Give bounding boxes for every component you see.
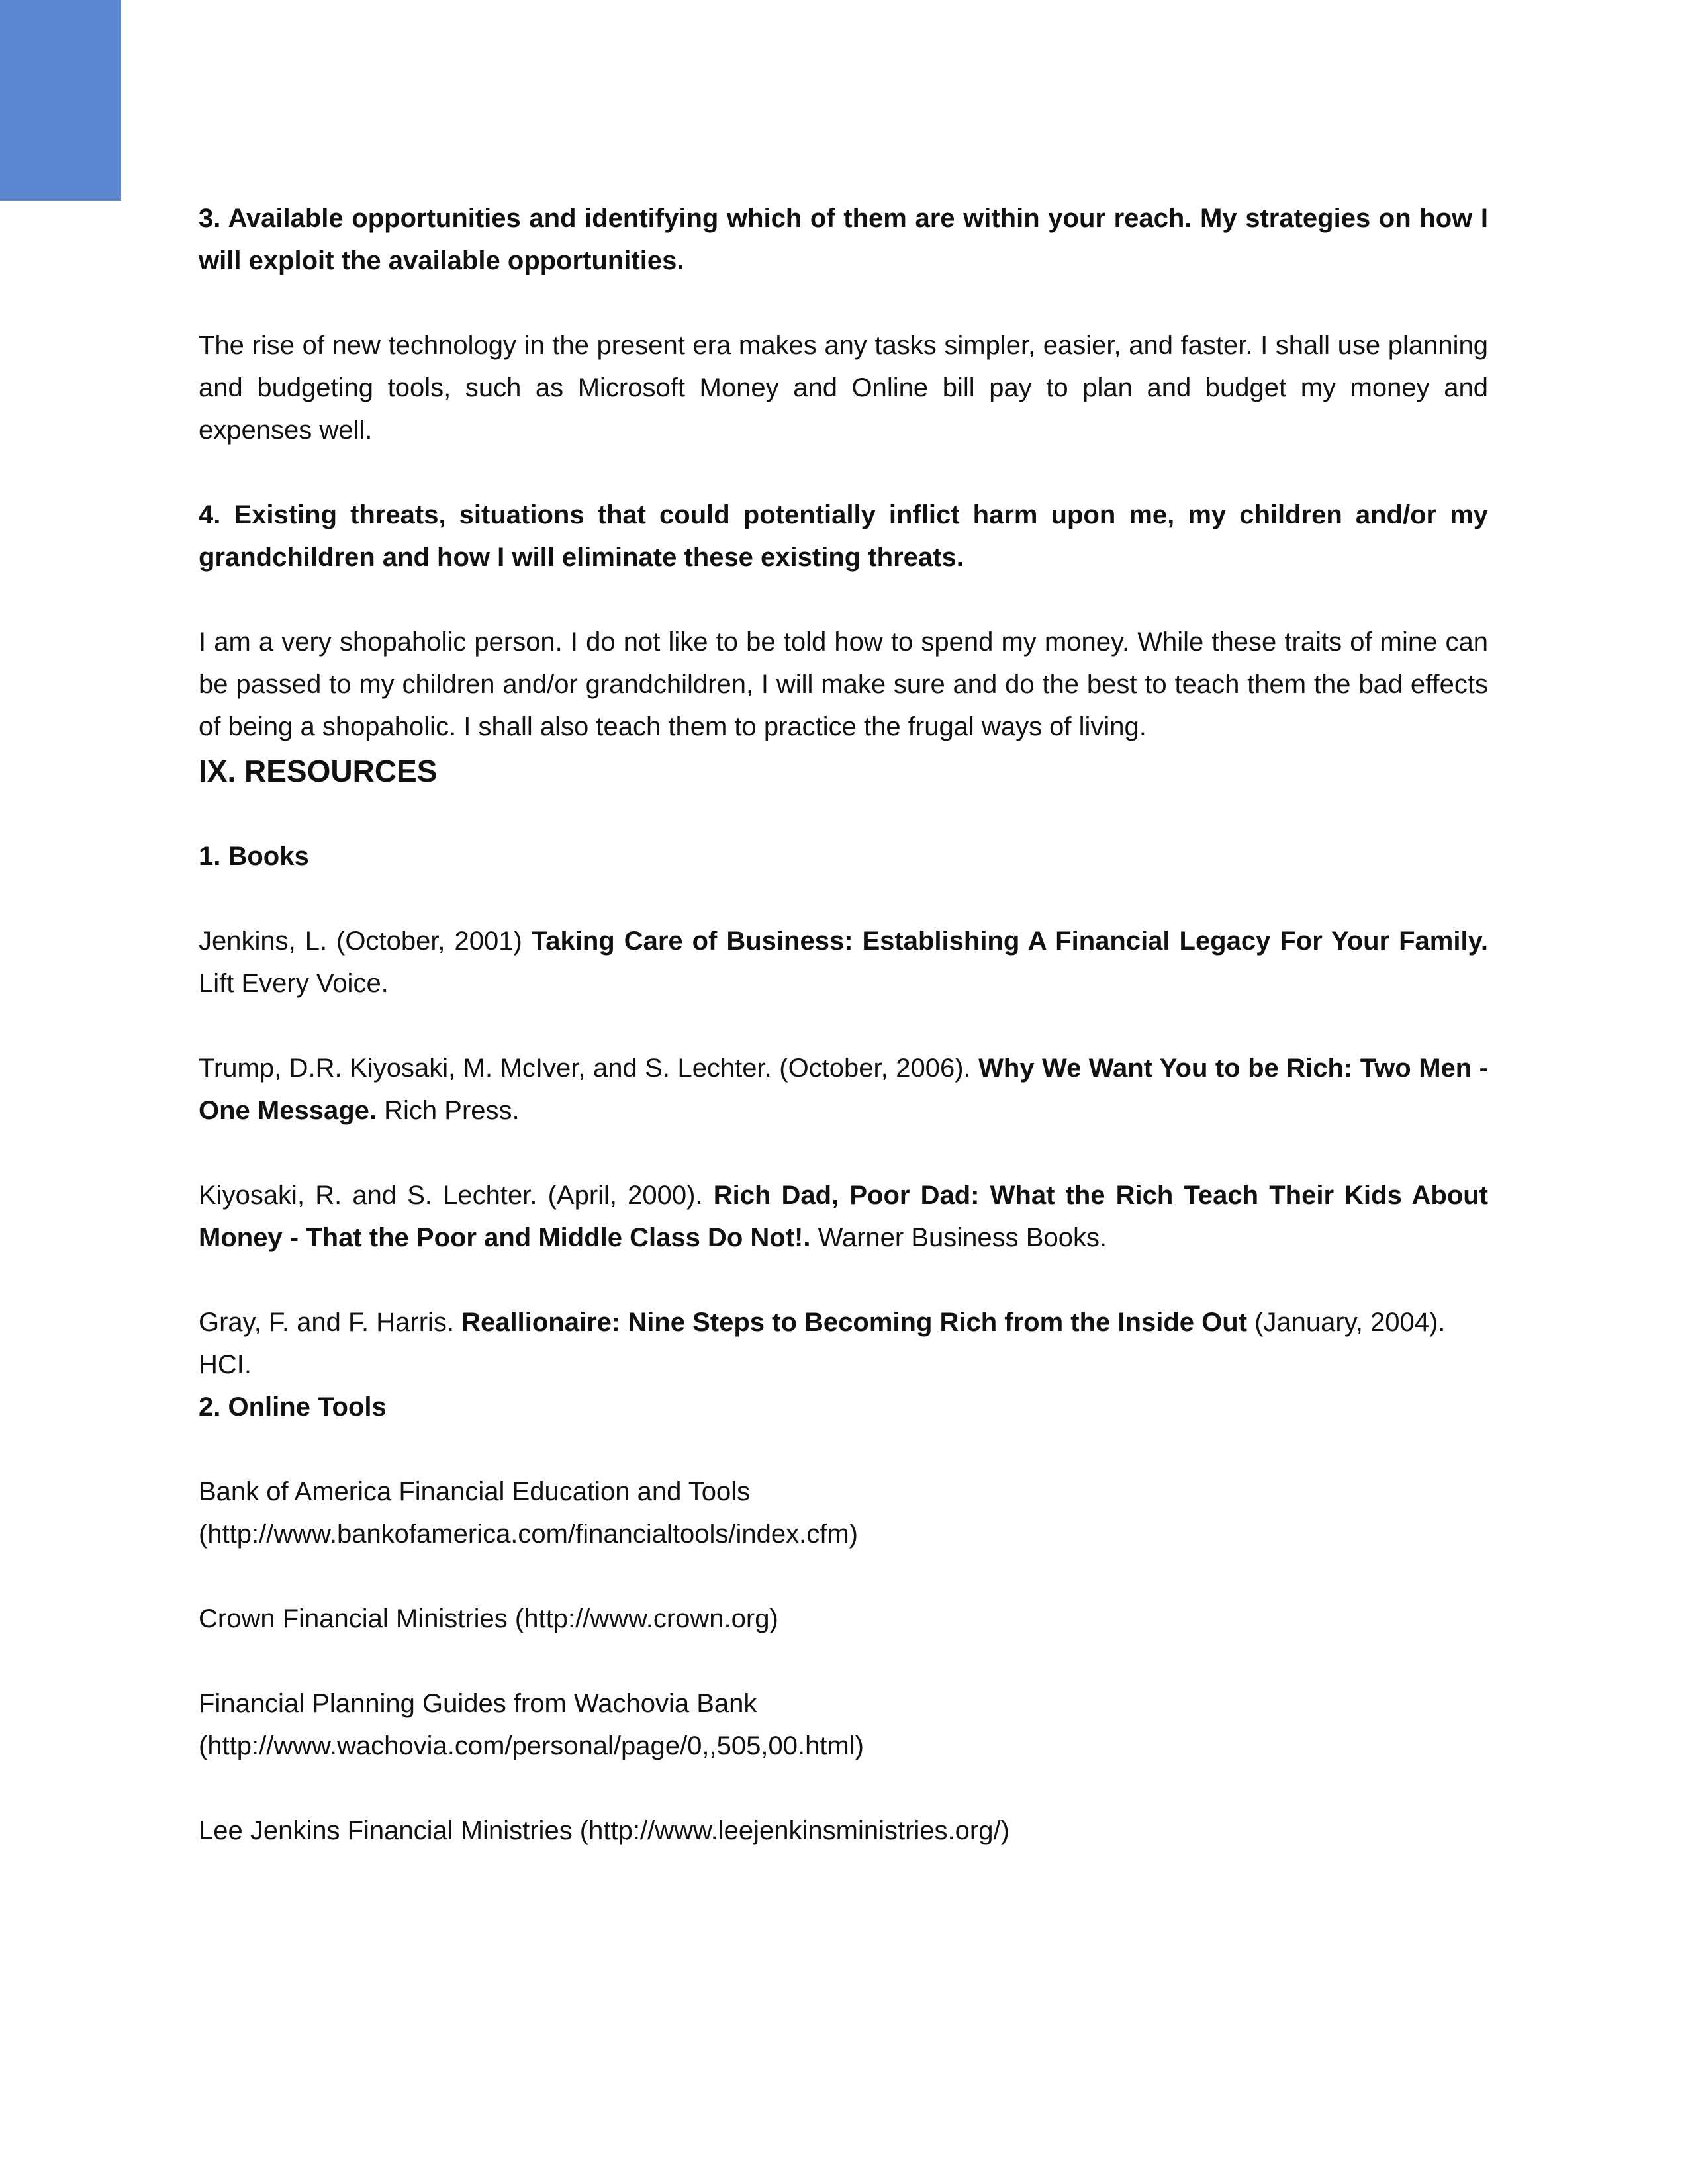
book-citation-authors: Jenkins, L. (October, 2001): [199, 927, 532, 956]
book-citation-title: Reallionaire: Nine Steps to Becoming Rich from the Inside Out: [461, 1308, 1247, 1337]
book-citation-publisher: Rich Press.: [377, 1096, 520, 1125]
book-citation-publisher: Warner Business Books.: [810, 1223, 1107, 1252]
book-citation: [199, 920, 1488, 1005]
book-citation-title: Taking Care of Business: Establishing A Financial Legacy For Your Family.: [531, 927, 1488, 956]
section-4-heading: 4. Existing threats, situations that could potentially inflict harm upon me, my children and/or my grandchildren and how I will eliminate these existing threats.: [199, 500, 1488, 572]
online-tool-entry: [199, 1598, 1488, 1640]
online-tool-name: Bank of America Financial Education and Tools: [199, 1477, 751, 1506]
book-citation-title: Why We Want You to be Rich: Two Men - One Message.: [199, 1054, 1488, 1125]
book-citation-authors: Gray, F. and F. Harris.: [199, 1308, 462, 1337]
book-citation: [199, 1047, 1488, 1132]
online-tool-entry: [199, 1471, 1488, 1555]
online-tool-url: (http://www.bankofamerica.com/financialtools/index.cfm): [199, 1520, 858, 1549]
books-heading: 1. Books: [199, 842, 309, 871]
book-citation-authors: Trump, D.R. Kiyosaki, M. McIver, and S. Lechter. (October, 2006).: [199, 1054, 979, 1083]
book-citation-authors: Kiyosaki, R. and S. Lechter. (April, 2000).: [199, 1181, 714, 1210]
online-tool-name: Crown Financial Ministries (http://www.crown.org): [199, 1604, 778, 1633]
online-tool-entry: [199, 1809, 1488, 1852]
page-corner-accent-block: [0, 0, 121, 201]
online-tools-heading: 2. Online Tools: [199, 1392, 387, 1422]
section-4-body: I am a very shopaholic person. I do not like to be told how to spend my money. While these traits of mine can be passed to my children and/or grandchildren, I will make sure and do the best to teach them the bad effects of being a shopaholic. I shall also teach them to practice the frugal ways of living.: [199, 627, 1488, 741]
section-3-body: The rise of new technology in the present era makes any tasks simpler, easier, and faster. I shall use planning and budgeting tools, such as Microsoft Money and Online bill pay to plan and budget my money and expenses well.: [199, 331, 1488, 445]
online-tool-name: Lee Jenkins Financial Ministries (http://www.leejenkinsministries.org/): [199, 1816, 1009, 1845]
book-citation-publisher: Lift Every Voice.: [199, 969, 389, 998]
section-3-heading: 3. Available opportunities and identifying which of them are within your reach. My strategies on how I will exploit the available opportunities.: [199, 204, 1488, 275]
resources-title: IX. RESOURCES: [199, 754, 438, 788]
book-citation-title: Rich Dad, Poor Dad: What the Rich Teach Their Kids About Money - That the Poor and Middle Class Do Not!.: [199, 1181, 1489, 1252]
book-citation: [199, 1301, 1488, 1386]
online-tool-name: Financial Planning Guides from Wachovia Bank: [199, 1689, 757, 1718]
online-tool-entry: [199, 1682, 1488, 1767]
online-tool-url: (http://www.wachovia.com/personal/page/0,,505,00.html): [199, 1731, 864, 1760]
book-citation: [199, 1174, 1488, 1259]
book-citation-publisher: (January, 2004). HCI.: [199, 1308, 1446, 1379]
